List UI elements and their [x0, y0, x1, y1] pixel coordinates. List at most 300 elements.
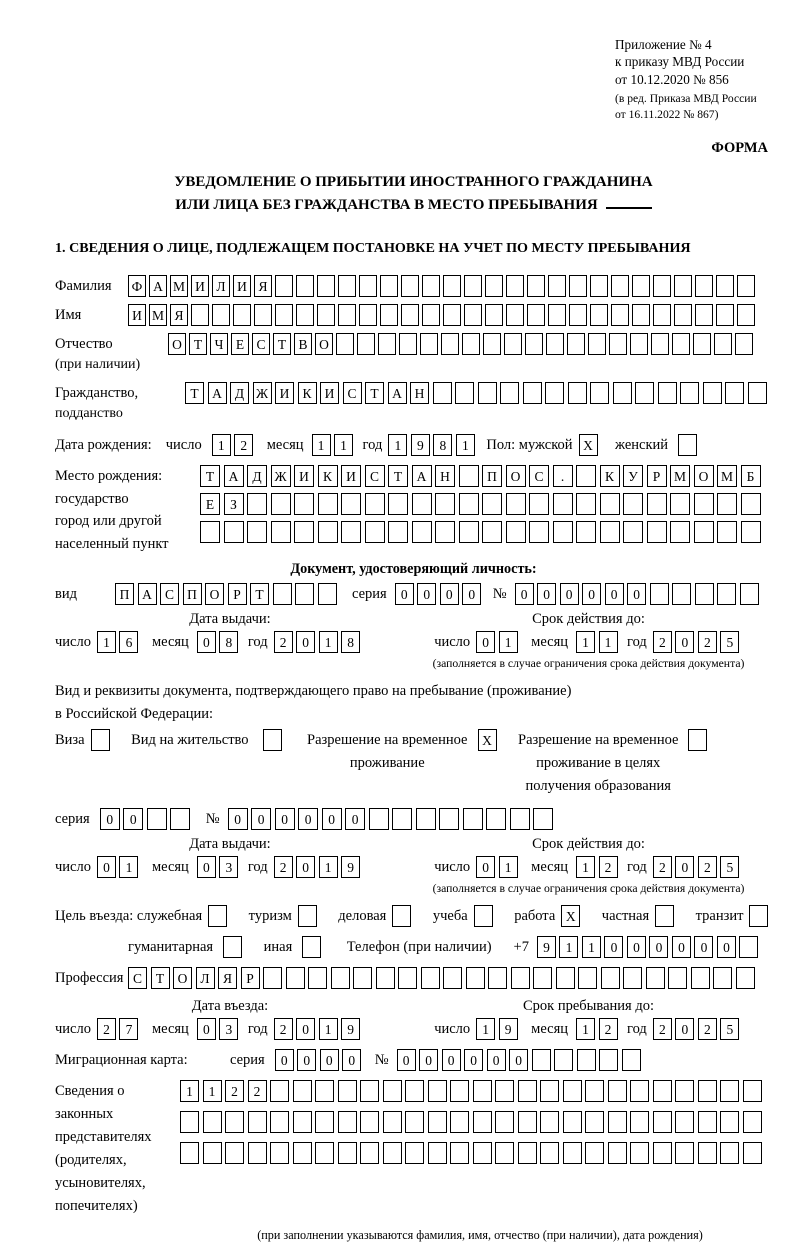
- char-cell[interactable]: [647, 521, 667, 543]
- char-cell[interactable]: [533, 967, 552, 989]
- char-cell[interactable]: [698, 1111, 717, 1133]
- char-cell[interactable]: [506, 493, 526, 515]
- char-cell[interactable]: [248, 1142, 267, 1164]
- char-cell[interactable]: [275, 275, 293, 297]
- char-cell[interactable]: [716, 304, 734, 326]
- phone-field[interactable]: [537, 936, 762, 958]
- char-cell[interactable]: [655, 905, 674, 927]
- char-cell[interactable]: [511, 967, 530, 989]
- char-cell[interactable]: 0: [297, 1049, 316, 1071]
- char-cell[interactable]: [225, 1111, 244, 1133]
- migration-number-field[interactable]: [397, 1049, 645, 1071]
- char-cell[interactable]: 2: [698, 631, 717, 653]
- char-cell[interactable]: 0: [197, 1018, 216, 1040]
- char-cell[interactable]: [273, 583, 292, 605]
- char-cell[interactable]: 1: [582, 936, 601, 958]
- char-cell[interactable]: [527, 304, 545, 326]
- char-cell[interactable]: [651, 333, 669, 355]
- char-cell[interactable]: [294, 493, 314, 515]
- char-cell[interactable]: [317, 304, 335, 326]
- char-cell[interactable]: [450, 1080, 469, 1102]
- char-cell[interactable]: С: [343, 382, 362, 404]
- char-cell[interactable]: [359, 304, 377, 326]
- char-cell[interactable]: [412, 493, 432, 515]
- permit-valid-year-field[interactable]: [653, 856, 743, 878]
- char-cell[interactable]: Ж: [253, 382, 272, 404]
- char-cell[interactable]: 1: [499, 631, 518, 653]
- char-cell[interactable]: [608, 1080, 627, 1102]
- birthplace-field-row-2[interactable]: [200, 493, 764, 515]
- doc-series-field[interactable]: [395, 583, 485, 605]
- char-cell[interactable]: [392, 808, 412, 830]
- char-cell[interactable]: А: [224, 465, 244, 487]
- char-cell[interactable]: 1: [334, 434, 353, 456]
- char-cell[interactable]: [482, 493, 502, 515]
- char-cell[interactable]: [318, 493, 338, 515]
- char-cell[interactable]: [405, 1142, 424, 1164]
- char-cell[interactable]: [540, 1080, 559, 1102]
- char-cell[interactable]: [392, 905, 411, 927]
- char-cell[interactable]: А: [208, 382, 227, 404]
- char-cell[interactable]: [212, 304, 230, 326]
- char-cell[interactable]: [653, 1142, 672, 1164]
- entry-year-field[interactable]: [274, 1018, 364, 1040]
- char-cell[interactable]: [353, 967, 372, 989]
- char-cell[interactable]: [318, 521, 338, 543]
- char-cell[interactable]: [576, 493, 596, 515]
- char-cell[interactable]: М: [717, 465, 737, 487]
- char-cell[interactable]: [439, 808, 459, 830]
- visa-checkbox[interactable]: [91, 729, 114, 751]
- char-cell[interactable]: [360, 1111, 379, 1133]
- char-cell[interactable]: 0: [397, 1049, 416, 1071]
- char-cell[interactable]: 0: [675, 1018, 694, 1040]
- char-cell[interactable]: 0: [604, 936, 623, 958]
- char-cell[interactable]: [180, 1142, 199, 1164]
- char-cell[interactable]: [263, 729, 282, 751]
- char-cell[interactable]: [713, 967, 732, 989]
- char-cell[interactable]: М: [170, 275, 188, 297]
- char-cell[interactable]: [622, 1049, 641, 1071]
- char-cell[interactable]: [473, 1111, 492, 1133]
- char-cell[interactable]: [293, 1111, 312, 1133]
- char-cell[interactable]: [672, 333, 690, 355]
- char-cell[interactable]: [646, 967, 665, 989]
- char-cell[interactable]: [271, 521, 291, 543]
- stay-year-field[interactable]: [653, 1018, 743, 1040]
- char-cell[interactable]: [380, 304, 398, 326]
- char-cell[interactable]: [714, 333, 732, 355]
- char-cell[interactable]: П: [115, 583, 134, 605]
- char-cell[interactable]: Т: [365, 382, 384, 404]
- char-cell[interactable]: 7: [119, 1018, 138, 1040]
- char-cell[interactable]: И: [191, 275, 209, 297]
- doc-valid-month-field[interactable]: [576, 631, 621, 653]
- char-cell[interactable]: [336, 333, 354, 355]
- char-cell[interactable]: [717, 583, 736, 605]
- char-cell[interactable]: Н: [410, 382, 429, 404]
- char-cell[interactable]: 1: [203, 1080, 222, 1102]
- char-cell[interactable]: 2: [274, 856, 293, 878]
- char-cell[interactable]: М: [149, 304, 167, 326]
- entry-day-field[interactable]: [97, 1018, 142, 1040]
- char-cell[interactable]: 0: [462, 583, 481, 605]
- char-cell[interactable]: [540, 1142, 559, 1164]
- char-cell[interactable]: И: [341, 465, 361, 487]
- char-cell[interactable]: [464, 275, 482, 297]
- name-field[interactable]: [128, 304, 758, 326]
- char-cell[interactable]: [443, 275, 461, 297]
- char-cell[interactable]: [248, 1111, 267, 1133]
- char-cell[interactable]: [600, 521, 620, 543]
- char-cell[interactable]: [533, 808, 553, 830]
- char-cell[interactable]: [203, 1111, 222, 1133]
- char-cell[interactable]: 0: [675, 631, 694, 653]
- char-cell[interactable]: И: [275, 382, 294, 404]
- char-cell[interactable]: [741, 493, 761, 515]
- char-cell[interactable]: [435, 493, 455, 515]
- birth-month-field[interactable]: [312, 434, 357, 456]
- char-cell[interactable]: 2: [248, 1080, 267, 1102]
- char-cell[interactable]: [567, 333, 585, 355]
- char-cell[interactable]: 2: [653, 856, 672, 878]
- char-cell[interactable]: [632, 275, 650, 297]
- char-cell[interactable]: Д: [230, 382, 249, 404]
- char-cell[interactable]: Т: [273, 333, 291, 355]
- char-cell[interactable]: 0: [97, 856, 116, 878]
- stay-day-field[interactable]: [476, 1018, 521, 1040]
- char-cell[interactable]: 1: [180, 1080, 199, 1102]
- char-cell[interactable]: [670, 493, 690, 515]
- char-cell[interactable]: [412, 521, 432, 543]
- char-cell[interactable]: [743, 1142, 762, 1164]
- char-cell[interactable]: 1: [319, 631, 338, 653]
- char-cell[interactable]: [416, 808, 436, 830]
- char-cell[interactable]: 1: [212, 434, 231, 456]
- char-cell[interactable]: Р: [241, 967, 260, 989]
- char-cell[interactable]: [635, 382, 654, 404]
- permit-valid-month-field[interactable]: [576, 856, 621, 878]
- char-cell[interactable]: [383, 1111, 402, 1133]
- char-cell[interactable]: [548, 275, 566, 297]
- char-cell[interactable]: 2: [653, 631, 672, 653]
- char-cell[interactable]: 2: [274, 1018, 293, 1040]
- char-cell[interactable]: [527, 275, 545, 297]
- char-cell[interactable]: Я: [254, 275, 272, 297]
- char-cell[interactable]: А: [388, 382, 407, 404]
- char-cell[interactable]: [225, 1142, 244, 1164]
- char-cell[interactable]: 0: [582, 583, 601, 605]
- char-cell[interactable]: [506, 521, 526, 543]
- purpose-official-checkbox[interactable]: [208, 905, 231, 927]
- char-cell[interactable]: 0: [251, 808, 271, 830]
- char-cell[interactable]: [743, 1080, 762, 1102]
- char-cell[interactable]: 0: [419, 1049, 438, 1071]
- char-cell[interactable]: [405, 1111, 424, 1133]
- char-cell[interactable]: [318, 583, 337, 605]
- char-cell[interactable]: Т: [388, 465, 408, 487]
- char-cell[interactable]: 0: [537, 583, 556, 605]
- char-cell[interactable]: [317, 275, 335, 297]
- char-cell[interactable]: [600, 493, 620, 515]
- permit-number-field[interactable]: [228, 808, 557, 830]
- char-cell[interactable]: [590, 382, 609, 404]
- char-cell[interactable]: 0: [395, 583, 414, 605]
- char-cell[interactable]: [263, 967, 282, 989]
- char-cell[interactable]: И: [128, 304, 146, 326]
- char-cell[interactable]: О: [506, 465, 526, 487]
- char-cell[interactable]: [405, 1080, 424, 1102]
- profession-field[interactable]: [128, 967, 758, 989]
- char-cell[interactable]: Р: [228, 583, 247, 605]
- char-cell[interactable]: [463, 808, 483, 830]
- char-cell[interactable]: [674, 275, 692, 297]
- char-cell[interactable]: И: [320, 382, 339, 404]
- char-cell[interactable]: 0: [476, 631, 495, 653]
- char-cell[interactable]: [360, 1142, 379, 1164]
- char-cell[interactable]: Т: [151, 967, 170, 989]
- char-cell[interactable]: Ч: [210, 333, 228, 355]
- char-cell[interactable]: [674, 304, 692, 326]
- char-cell[interactable]: [569, 275, 587, 297]
- char-cell[interactable]: [147, 808, 167, 830]
- char-cell[interactable]: [338, 1080, 357, 1102]
- char-cell[interactable]: [585, 1111, 604, 1133]
- char-cell[interactable]: [585, 1080, 604, 1102]
- stay-month-field[interactable]: [576, 1018, 621, 1040]
- char-cell[interactable]: [298, 905, 317, 927]
- char-cell[interactable]: [270, 1142, 289, 1164]
- char-cell[interactable]: [576, 465, 596, 487]
- char-cell[interactable]: [380, 275, 398, 297]
- entry-month-field[interactable]: [197, 1018, 242, 1040]
- char-cell[interactable]: С: [529, 465, 549, 487]
- doc-issue-year-field[interactable]: [274, 631, 364, 653]
- char-cell[interactable]: [670, 521, 690, 543]
- char-cell[interactable]: 0: [560, 583, 579, 605]
- char-cell[interactable]: Д: [247, 465, 267, 487]
- char-cell[interactable]: [553, 521, 573, 543]
- char-cell[interactable]: [315, 1111, 334, 1133]
- char-cell[interactable]: [675, 1111, 694, 1133]
- char-cell[interactable]: 0: [275, 808, 295, 830]
- char-cell[interactable]: [399, 333, 417, 355]
- char-cell[interactable]: 0: [509, 1049, 528, 1071]
- char-cell[interactable]: [293, 1080, 312, 1102]
- char-cell[interactable]: [737, 304, 755, 326]
- char-cell[interactable]: 2: [97, 1018, 116, 1040]
- char-cell[interactable]: [473, 1142, 492, 1164]
- char-cell[interactable]: [675, 1080, 694, 1102]
- char-cell[interactable]: [473, 1080, 492, 1102]
- char-cell[interactable]: [546, 333, 564, 355]
- char-cell[interactable]: 2: [599, 856, 618, 878]
- char-cell[interactable]: [455, 382, 474, 404]
- char-cell[interactable]: 0: [342, 1049, 361, 1071]
- representatives-field-row-1[interactable]: [180, 1080, 765, 1102]
- char-cell[interactable]: [338, 304, 356, 326]
- char-cell[interactable]: О: [205, 583, 224, 605]
- doc-issue-day-field[interactable]: [97, 631, 142, 653]
- char-cell[interactable]: [428, 1080, 447, 1102]
- char-cell[interactable]: [599, 1049, 618, 1071]
- char-cell[interactable]: [435, 521, 455, 543]
- char-cell[interactable]: [388, 521, 408, 543]
- permit-issue-year-field[interactable]: [274, 856, 364, 878]
- char-cell[interactable]: 0: [627, 583, 646, 605]
- char-cell[interactable]: [170, 808, 190, 830]
- sex-female-checkbox[interactable]: [678, 434, 701, 456]
- char-cell[interactable]: 0: [440, 583, 459, 605]
- purpose-private-checkbox[interactable]: [655, 905, 678, 927]
- char-cell[interactable]: Ф: [128, 275, 146, 297]
- purpose-transit-checkbox[interactable]: [749, 905, 772, 927]
- char-cell[interactable]: [630, 1111, 649, 1133]
- char-cell[interactable]: 0: [298, 808, 318, 830]
- char-cell[interactable]: [459, 521, 479, 543]
- char-cell[interactable]: [191, 304, 209, 326]
- char-cell[interactable]: [720, 1142, 739, 1164]
- char-cell[interactable]: [296, 304, 314, 326]
- char-cell[interactable]: 0: [649, 936, 668, 958]
- char-cell[interactable]: 9: [411, 434, 430, 456]
- char-cell[interactable]: [568, 382, 587, 404]
- surname-field[interactable]: [128, 275, 758, 297]
- char-cell[interactable]: [428, 1111, 447, 1133]
- char-cell[interactable]: [658, 382, 677, 404]
- char-cell[interactable]: [630, 333, 648, 355]
- char-cell[interactable]: [694, 493, 714, 515]
- char-cell[interactable]: [611, 304, 629, 326]
- char-cell[interactable]: 0: [228, 808, 248, 830]
- char-cell[interactable]: [441, 333, 459, 355]
- char-cell[interactable]: Е: [231, 333, 249, 355]
- char-cell[interactable]: [422, 275, 440, 297]
- char-cell[interactable]: К: [318, 465, 338, 487]
- char-cell[interactable]: 1: [319, 1018, 338, 1040]
- char-cell[interactable]: [693, 333, 711, 355]
- char-cell[interactable]: [294, 521, 314, 543]
- char-cell[interactable]: А: [412, 465, 432, 487]
- char-cell[interactable]: З: [224, 493, 244, 515]
- char-cell[interactable]: 0: [296, 856, 315, 878]
- char-cell[interactable]: О: [173, 967, 192, 989]
- char-cell[interactable]: [200, 521, 220, 543]
- char-cell[interactable]: [695, 304, 713, 326]
- char-cell[interactable]: [736, 967, 755, 989]
- char-cell[interactable]: [315, 1142, 334, 1164]
- char-cell[interactable]: [741, 521, 761, 543]
- char-cell[interactable]: 8: [341, 631, 360, 653]
- birth-year-field[interactable]: [388, 434, 478, 456]
- char-cell[interactable]: 5: [720, 856, 739, 878]
- char-cell[interactable]: 1: [576, 1018, 595, 1040]
- char-cell[interactable]: [223, 936, 242, 958]
- char-cell[interactable]: 0: [100, 808, 120, 830]
- char-cell[interactable]: 1: [319, 856, 338, 878]
- char-cell[interactable]: [739, 936, 758, 958]
- char-cell[interactable]: 0: [123, 808, 143, 830]
- char-cell[interactable]: X: [579, 434, 598, 456]
- char-cell[interactable]: 1: [599, 631, 618, 653]
- char-cell[interactable]: 1: [97, 631, 116, 653]
- char-cell[interactable]: [725, 382, 744, 404]
- char-cell[interactable]: 0: [487, 1049, 506, 1071]
- char-cell[interactable]: [296, 275, 314, 297]
- char-cell[interactable]: [500, 382, 519, 404]
- char-cell[interactable]: 1: [388, 434, 407, 456]
- char-cell[interactable]: [717, 521, 737, 543]
- char-cell[interactable]: 6: [119, 631, 138, 653]
- char-cell[interactable]: 3: [219, 856, 238, 878]
- char-cell[interactable]: [478, 382, 497, 404]
- char-cell[interactable]: [590, 275, 608, 297]
- char-cell[interactable]: 2: [698, 1018, 717, 1040]
- char-cell[interactable]: [464, 304, 482, 326]
- char-cell[interactable]: [360, 1080, 379, 1102]
- char-cell[interactable]: [474, 905, 493, 927]
- char-cell[interactable]: [376, 967, 395, 989]
- char-cell[interactable]: [588, 333, 606, 355]
- char-cell[interactable]: [331, 967, 350, 989]
- temp-residence-checkbox[interactable]: [478, 729, 501, 751]
- char-cell[interactable]: [208, 905, 227, 927]
- char-cell[interactable]: [495, 1142, 514, 1164]
- char-cell[interactable]: [275, 304, 293, 326]
- birthplace-field-row-3[interactable]: [200, 521, 764, 543]
- citizenship-field[interactable]: [185, 382, 770, 404]
- char-cell[interactable]: 0: [345, 808, 365, 830]
- char-cell[interactable]: [462, 333, 480, 355]
- char-cell[interactable]: 2: [653, 1018, 672, 1040]
- char-cell[interactable]: [433, 382, 452, 404]
- char-cell[interactable]: X: [561, 905, 580, 927]
- char-cell[interactable]: [735, 333, 753, 355]
- char-cell[interactable]: 5: [720, 1018, 739, 1040]
- char-cell[interactable]: [675, 1142, 694, 1164]
- char-cell[interactable]: [302, 936, 321, 958]
- char-cell[interactable]: И: [294, 465, 314, 487]
- char-cell[interactable]: 2: [225, 1080, 244, 1102]
- char-cell[interactable]: [293, 1142, 312, 1164]
- char-cell[interactable]: 2: [698, 856, 717, 878]
- char-cell[interactable]: [647, 493, 667, 515]
- char-cell[interactable]: [247, 521, 267, 543]
- char-cell[interactable]: В: [294, 333, 312, 355]
- char-cell[interactable]: А: [138, 583, 157, 605]
- char-cell[interactable]: [506, 275, 524, 297]
- sex-male-checkbox[interactable]: [579, 434, 602, 456]
- char-cell[interactable]: С: [128, 967, 147, 989]
- char-cell[interactable]: [518, 1080, 537, 1102]
- char-cell[interactable]: [672, 583, 691, 605]
- char-cell[interactable]: [510, 808, 530, 830]
- char-cell[interactable]: [698, 1080, 717, 1102]
- char-cell[interactable]: X: [478, 729, 497, 751]
- char-cell[interactable]: [369, 808, 389, 830]
- representatives-field-row-2[interactable]: [180, 1111, 765, 1133]
- char-cell[interactable]: [611, 275, 629, 297]
- char-cell[interactable]: [338, 275, 356, 297]
- char-cell[interactable]: О: [168, 333, 186, 355]
- purpose-other-checkbox[interactable]: [302, 936, 325, 958]
- char-cell[interactable]: [569, 304, 587, 326]
- char-cell[interactable]: 0: [322, 808, 342, 830]
- char-cell[interactable]: [608, 1111, 627, 1133]
- char-cell[interactable]: 0: [296, 631, 315, 653]
- permit-issue-month-field[interactable]: [197, 856, 242, 878]
- doc-kind-field[interactable]: [115, 583, 340, 605]
